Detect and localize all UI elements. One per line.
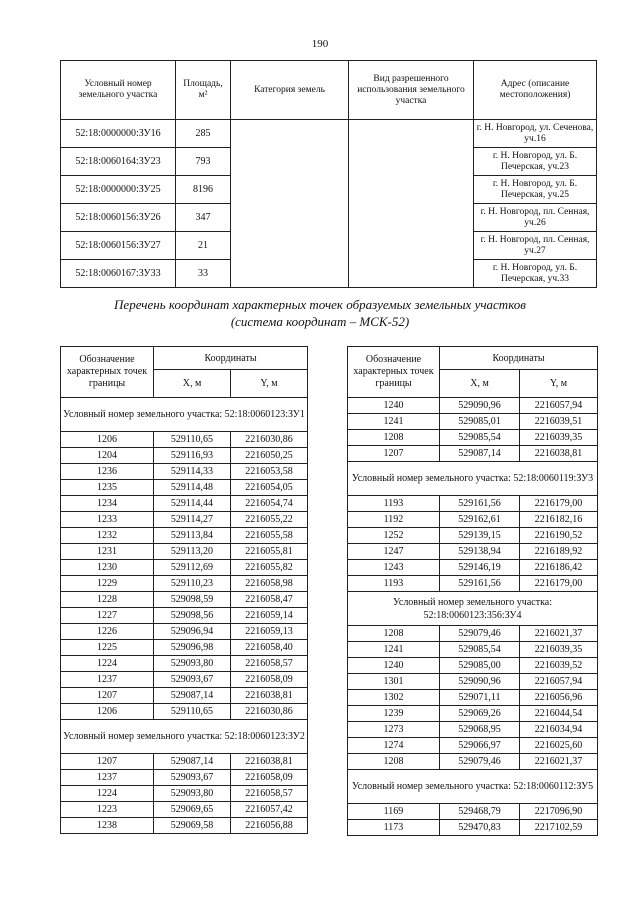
table-row — [61, 560, 308, 576]
table-row — [348, 560, 598, 576]
coord-y: 2216050,25 — [231, 448, 308, 464]
point-number: 1235 — [61, 480, 154, 496]
table-row — [348, 804, 598, 820]
coord-x: 529093,80 — [154, 656, 231, 672]
point-number: 1207 — [61, 754, 154, 770]
point-number: 1204 — [61, 448, 154, 464]
header-coordinates: Координаты — [154, 347, 308, 370]
coord-y: 2216058,40 — [231, 640, 308, 656]
parcel-address: г. Н. Новгород, ул. Б. Печерская, уч.23 — [474, 148, 597, 176]
table-row — [348, 512, 598, 528]
table-row — [348, 820, 598, 836]
table-row — [61, 496, 308, 512]
point-number: 1207 — [61, 688, 154, 704]
coord-y: 2216055,81 — [231, 544, 308, 560]
point-number: 1226 — [61, 624, 154, 640]
coord-x: 529098,56 — [154, 608, 231, 624]
coord-y: 2216030,86 — [231, 704, 308, 720]
table-row — [348, 722, 598, 738]
header-x: X, м — [440, 370, 520, 398]
point-number: 1193 — [348, 576, 440, 592]
point-number: 1208 — [348, 754, 440, 770]
point-number: 1301 — [348, 674, 440, 690]
point-number: 1232 — [61, 528, 154, 544]
parcel-address: г. Н. Новгород, ул. Б. Печерская, уч.33 — [474, 260, 597, 288]
parcel-id: 52:18:0000000:ЗУ25 — [61, 176, 176, 204]
point-number: 1169 — [348, 804, 440, 820]
coord-x: 529068,95 — [440, 722, 520, 738]
parcel-area: 21 — [176, 232, 231, 260]
coordinates-title — [0, 296, 640, 330]
table-row — [61, 704, 308, 720]
point-number: 1302 — [348, 690, 440, 706]
coord-x: 529087,14 — [440, 446, 520, 462]
permitted-use-cell — [349, 120, 474, 288]
table-row — [348, 626, 598, 642]
point-number: 1225 — [61, 640, 154, 656]
point-number: 1208 — [348, 626, 440, 642]
coord-x: 529470,83 — [440, 820, 520, 836]
table-row — [348, 430, 598, 446]
table-row — [61, 448, 308, 464]
parcel-address: г. Н. Новгород, пл. Сенная, уч.27 — [474, 232, 597, 260]
parcel-address: г. Н. Новгород, ул. Сеченова, уч.16 — [474, 120, 597, 148]
coord-y: 2216057,94 — [520, 674, 598, 690]
point-number: 1231 — [61, 544, 154, 560]
point-number: 1241 — [348, 642, 440, 658]
coord-x: 529113,20 — [154, 544, 231, 560]
coord-y: 2216179,00 — [520, 496, 598, 512]
coord-y: 2216054,74 — [231, 496, 308, 512]
table-row — [61, 576, 308, 592]
point-number: 1224 — [61, 656, 154, 672]
coord-y: 2216058,57 — [231, 786, 308, 802]
point-number: 1228 — [61, 592, 154, 608]
table-row — [348, 738, 598, 754]
section-title: Условный номер земельного участка: 52:18:0060123:ЗУ2 — [61, 720, 308, 754]
coord-y: 2216056,88 — [231, 818, 308, 834]
header-y: Y, м — [231, 370, 308, 398]
coord-x: 529085,54 — [440, 642, 520, 658]
coord-x: 529079,46 — [440, 754, 520, 770]
coord-y: 2216189,92 — [520, 544, 598, 560]
coord-x: 529069,26 — [440, 706, 520, 722]
header-area: Площадь, м² — [176, 61, 231, 120]
table-row — [348, 398, 598, 414]
parcel-id: 52:18:0060167:ЗУ33 — [61, 260, 176, 288]
table-row — [61, 120, 597, 148]
section-row — [348, 592, 598, 626]
coord-y: 2216053,58 — [231, 464, 308, 480]
point-number: 1207 — [348, 446, 440, 462]
point-number: 1173 — [348, 820, 440, 836]
point-number: 1252 — [348, 528, 440, 544]
table-row — [61, 608, 308, 624]
table-row — [348, 642, 598, 658]
coord-y: 2216056,96 — [520, 690, 598, 706]
coord-x: 529162,61 — [440, 512, 520, 528]
coord-y: 2216058,98 — [231, 576, 308, 592]
parcel-address: г. Н. Новгород, пл. Сенная, уч.26 — [474, 204, 597, 232]
coord-y: 2216059,14 — [231, 608, 308, 624]
table-row — [348, 576, 598, 592]
coord-x: 529114,44 — [154, 496, 231, 512]
coord-y: 2216057,94 — [520, 398, 598, 414]
coord-y: 2216039,52 — [520, 658, 598, 674]
coord-y: 2216025,60 — [520, 738, 598, 754]
table-row — [348, 690, 598, 706]
header-land-category: Категория земель — [231, 61, 349, 120]
parcel-id: 52:18:0000000:ЗУ16 — [61, 120, 176, 148]
point-number: 1237 — [61, 672, 154, 688]
table-row — [61, 512, 308, 528]
coord-x: 529112,69 — [154, 560, 231, 576]
header-parcel-id: Условный номер земельного участка — [61, 61, 176, 120]
coord-y: 2216044,54 — [520, 706, 598, 722]
coord-y: 2216054,05 — [231, 480, 308, 496]
table-row — [61, 592, 308, 608]
coord-y: 2217102,59 — [520, 820, 598, 836]
section-title: Условный номер земельного участка: 52:18:0060112:ЗУ5 — [348, 770, 598, 804]
table-row — [61, 754, 308, 770]
coord-x: 529468,79 — [440, 804, 520, 820]
coord-y: 2216034,94 — [520, 722, 598, 738]
coord-x: 529114,27 — [154, 512, 231, 528]
coord-y: 2216058,09 — [231, 770, 308, 786]
header-address: Адрес (описание местоположения) — [474, 61, 597, 120]
table-row — [61, 640, 308, 656]
header-point: Обозначение характерных точек границы — [61, 347, 154, 398]
coord-y: 2216057,42 — [231, 802, 308, 818]
coord-x: 529069,65 — [154, 802, 231, 818]
coord-x: 529114,33 — [154, 464, 231, 480]
section-row — [61, 720, 308, 754]
table-row — [348, 754, 598, 770]
coord-x: 529146,19 — [440, 560, 520, 576]
table-row — [61, 528, 308, 544]
land-category-cell — [231, 120, 349, 288]
table-row — [61, 624, 308, 640]
table-row — [348, 658, 598, 674]
coord-y: 2216039,35 — [520, 430, 598, 446]
page-number: 190 — [311, 38, 329, 50]
coord-x: 529114,48 — [154, 480, 231, 496]
coord-y: 2216021,37 — [520, 754, 598, 770]
coord-y: 2216058,09 — [231, 672, 308, 688]
parcel-area: 285 — [176, 120, 231, 148]
header-coordinates: Координаты — [440, 347, 598, 370]
header-y: Y, м — [520, 370, 598, 398]
point-number: 1247 — [348, 544, 440, 560]
header-x: X, м — [154, 370, 231, 398]
coord-x: 529066,97 — [440, 738, 520, 754]
point-number: 1273 — [348, 722, 440, 738]
coord-y: 2216038,81 — [231, 688, 308, 704]
point-number: 1240 — [348, 658, 440, 674]
coord-y: 2216039,51 — [520, 414, 598, 430]
coord-x: 529090,96 — [440, 674, 520, 690]
parcel-area: 33 — [176, 260, 231, 288]
coord-x: 529085,01 — [440, 414, 520, 430]
coord-x: 529079,46 — [440, 626, 520, 642]
point-number: 1239 — [348, 706, 440, 722]
coord-x: 529085,54 — [440, 430, 520, 446]
coord-y: 2216058,57 — [231, 656, 308, 672]
coord-y: 2216055,22 — [231, 512, 308, 528]
coord-x: 529161,56 — [440, 496, 520, 512]
coord-x: 529087,14 — [154, 754, 231, 770]
point-number: 1193 — [348, 496, 440, 512]
parcel-area: 347 — [176, 204, 231, 232]
point-number: 1233 — [61, 512, 154, 528]
table-row — [61, 818, 308, 834]
coord-y: 2216058,47 — [231, 592, 308, 608]
coord-y: 2216055,58 — [231, 528, 308, 544]
coord-x: 529093,80 — [154, 786, 231, 802]
section-title: Условный номер земельного участка: 52:18:0060119:ЗУ3 — [348, 462, 598, 496]
table-row — [61, 770, 308, 786]
section-row — [61, 398, 308, 432]
header-point: Обозначение характерных точек границы — [348, 347, 440, 398]
table-row — [61, 656, 308, 672]
point-number: 1236 — [61, 464, 154, 480]
coord-x: 529087,14 — [154, 688, 231, 704]
table-row — [61, 432, 308, 448]
coord-x: 529098,59 — [154, 592, 231, 608]
section-row — [348, 462, 598, 496]
parcel-id: 52:18:0060164:ЗУ23 — [61, 148, 176, 176]
point-number: 1208 — [348, 430, 440, 446]
table-row — [348, 528, 598, 544]
table-row — [61, 544, 308, 560]
parcel-id: 52:18:0060156:ЗУ26 — [61, 204, 176, 232]
point-number: 1192 — [348, 512, 440, 528]
coord-x: 529069,58 — [154, 818, 231, 834]
parcel-table-header — [61, 61, 597, 120]
point-number: 1206 — [61, 432, 154, 448]
coordinates-table-left — [60, 346, 308, 834]
coord-y: 2216038,81 — [520, 446, 598, 462]
coordinates-table-right — [347, 346, 598, 836]
coord-y: 2216038,81 — [231, 754, 308, 770]
table-row — [348, 496, 598, 512]
table-row — [348, 414, 598, 430]
table-row — [61, 672, 308, 688]
point-number: 1206 — [61, 704, 154, 720]
table-row — [348, 544, 598, 560]
header-permitted-use: Вид разрешенного использования земельного участка — [349, 61, 474, 120]
coord-x: 529161,56 — [440, 576, 520, 592]
coord-x: 529110,65 — [154, 704, 231, 720]
point-number: 1223 — [61, 802, 154, 818]
parcel-address: г. Н. Новгород, ул. Б. Печерская, уч.25 — [474, 176, 597, 204]
table-row — [61, 480, 308, 496]
coord-x: 529138,94 — [440, 544, 520, 560]
point-number: 1224 — [61, 786, 154, 802]
coord-x: 529090,96 — [440, 398, 520, 414]
coord-x: 529113,84 — [154, 528, 231, 544]
point-number: 1274 — [348, 738, 440, 754]
coord-y: 2216186,42 — [520, 560, 598, 576]
point-number: 1237 — [61, 770, 154, 786]
coord-x: 529093,67 — [154, 770, 231, 786]
section-title: Условный номер земельного участка: 52:18:0060123:ЗУ1 — [61, 398, 308, 432]
point-number: 1243 — [348, 560, 440, 576]
point-number: 1240 — [348, 398, 440, 414]
coord-y: 2216182,16 — [520, 512, 598, 528]
point-number: 1238 — [61, 818, 154, 834]
coord-x: 529096,98 — [154, 640, 231, 656]
coord-y: 2216021,37 — [520, 626, 598, 642]
coord-y: 2216179,00 — [520, 576, 598, 592]
coord-x: 529096,94 — [154, 624, 231, 640]
point-number: 1234 — [61, 496, 154, 512]
point-number: 1229 — [61, 576, 154, 592]
table-row — [61, 786, 308, 802]
coord-y: 2216055,82 — [231, 560, 308, 576]
coord-y: 2216059,13 — [231, 624, 308, 640]
table-row — [348, 674, 598, 690]
coord-x: 529071,11 — [440, 690, 520, 706]
coord-y: 2216030,86 — [231, 432, 308, 448]
coord-x: 529139,15 — [440, 528, 520, 544]
coord-x: 529110,65 — [154, 432, 231, 448]
section-title: Условный номер земельного участка: 52:18:0060123:356:ЗУ4 — [348, 592, 598, 626]
parcel-id: 52:18:0060156:ЗУ27 — [61, 232, 176, 260]
point-number: 1227 — [61, 608, 154, 624]
coord-y: 2217096,90 — [520, 804, 598, 820]
coord-x: 529085,00 — [440, 658, 520, 674]
point-number: 1230 — [61, 560, 154, 576]
parcel-table — [60, 60, 597, 288]
coord-x: 529110,23 — [154, 576, 231, 592]
coordinates-title-line1: Перечень координат характерных точек образуемых земельных участков — [114, 297, 526, 312]
table-row — [61, 688, 308, 704]
point-number: 1241 — [348, 414, 440, 430]
coord-y: 2216190,52 — [520, 528, 598, 544]
table-row — [348, 446, 598, 462]
table-row — [348, 706, 598, 722]
parcel-area: 793 — [176, 148, 231, 176]
coordinates-title-line2: (система координат – МСК-52) — [230, 314, 410, 329]
table-row — [61, 464, 308, 480]
coord-x: 529093,67 — [154, 672, 231, 688]
coord-x: 529116,93 — [154, 448, 231, 464]
section-row — [348, 770, 598, 804]
coord-y: 2216039,35 — [520, 642, 598, 658]
table-row — [61, 802, 308, 818]
parcel-area: 8196 — [176, 176, 231, 204]
